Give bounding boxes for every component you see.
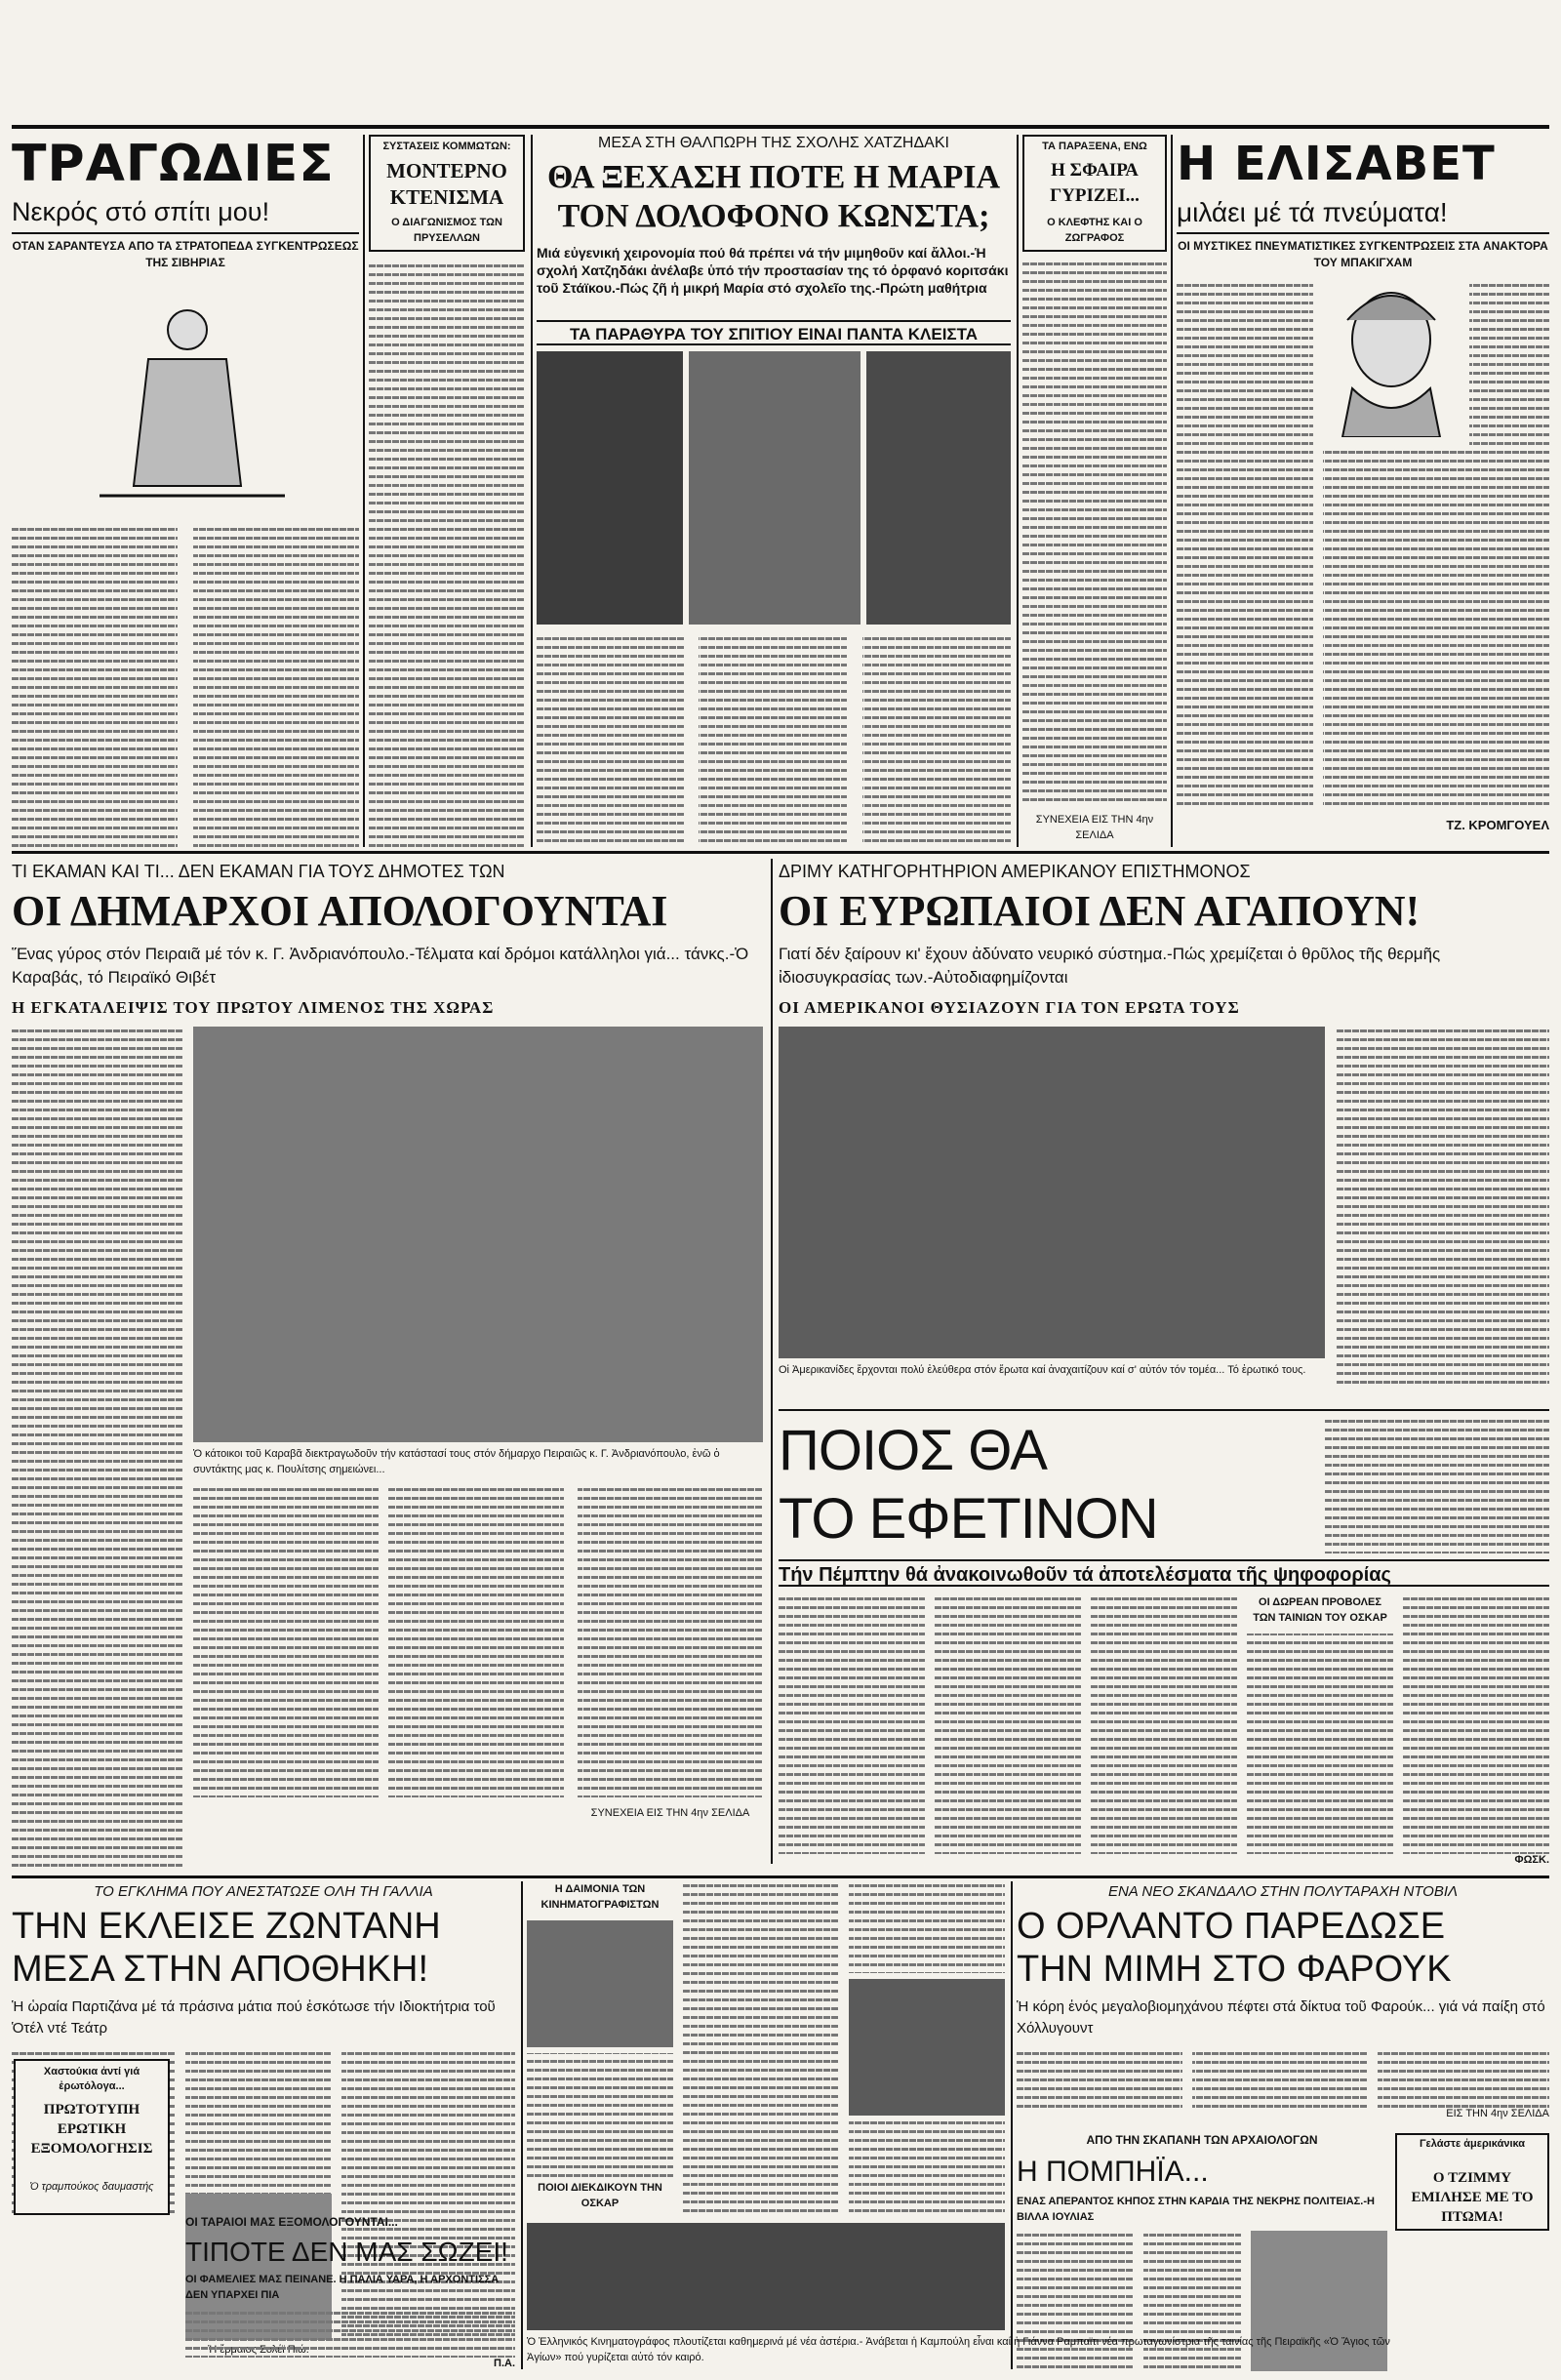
ad-box — [14, 2059, 170, 2215]
rule-middle-band-bottom — [12, 1876, 1549, 1878]
hairstyle-kicker: ΣΥΣΤΑΣΕΙΣ ΚΟΜΜΩΤΩΝ: — [382, 141, 511, 152]
europeans-photo — [779, 1027, 1325, 1358]
farouk-kicker: ΕΝΑ ΝΕΟ ΣΚΑΝΔΑΛΟ ΣΤΗΝ ΠΟΛΥΤΑΡΑΧΗ ΝΤΟΒΙΛ — [1107, 1883, 1459, 1900]
maria-photo-center — [689, 351, 861, 625]
tragedies-illustration — [80, 291, 304, 515]
sfaira-continued: ΣΥΝΕΧΕΙΑ ΕΙΣ ΤΗΝ 4ην ΣΕΛΙΔΑ — [1035, 814, 1154, 841]
france-headline-2: ΜΕΣΑ ΣΤΗΝ ΑΠΟΘΗΚΗ! — [12, 1949, 429, 1990]
farouk-text-columns — [1017, 2049, 1549, 2108]
europeans-caption: Οἱ Ἀμερικανίδες ἔρχονται πολύ ἐλεύθερα στόν ἔρωτα καί ἀναχαιτίζουν καί σ' αὐτόν τόν τομέα... Τό ἐρωτικό τους. — [779, 1364, 1306, 1376]
mayors-photo — [193, 1027, 763, 1442]
elisabet-rule — [1177, 232, 1549, 234]
mayors-deck: Ἕνας γύρος στόν Πειραιᾶ μέ τόν κ. Γ. Ἀνδριανόπουλο.-Τέλματα καί δρόμοι κατάλληλοι γιά... τάνκς.-Ὁ Καραβάς, τό Πειραϊκό Θιβέτ — [12, 945, 749, 987]
europeans-deck: Γιατί δέν ξαίρουν κι' ἔχουν ἀδύνατο νευρικό σύστημα.-Πώς χρεμίζεται ὁ θρῦλος τῆς θερμῆς ἰδιοσυγκρασίας των.-Αὐτοδιαφημίζονται — [779, 945, 1441, 987]
oscar-sub-1: ΟΙ ΔΩΡΕΑΝ ΠΡΟΒΟΛΕΣ ΤΩΝ ΤΑΙΝΙΩΝ ΤΟΥ ΟΣΚΑΡ — [1247, 1594, 1393, 1630]
europeans-sub: ΟΙ ΑΜΕΡΙΚΑΝΟΙ ΘΥΣΙΑΖΟΥΝ ΓΙΑ ΤΟΝ ΕΡΩΤΑ ΤΟΥΣ — [779, 998, 1240, 1017]
elisabet-kicker: ΟΙ ΜΥΣΤΙΚΕΣ ΠΝΕΥΜΑΤΙΣΤΙΚΕΣ ΣΥΓΚΕΝΤΡΩΣΕΙΣ ΣΤΑ ΑΝΑΚΤΟΡΑ ΤΟΥ ΜΠΑΚΙΓΧΑΜ — [1178, 239, 1548, 269]
elisabet-byline: ΤΖ. ΚΡΟΜΓΟΥΕΛ — [1446, 818, 1549, 832]
europeans-article — [779, 859, 1549, 1405]
mayors-text-left — [12, 1027, 183, 1872]
maria-banner: ΤΑ ΠΑΡΑΘΥΡΑ ΤΟΥ ΣΠΙΤΙΟΥ ΕΙΝΑΙ ΠΑΝΤΑ ΚΛΕΙΣΤΑ — [537, 320, 1011, 345]
sfaira-title: Η ΣΦΑΙΡΑ ΓΥΡΙΖΕΙ... — [1050, 160, 1140, 206]
ad-kicker: Χαστούκια ἀντί γιά ἐρωτόλογα... — [43, 2066, 140, 2092]
mayors-continued: ΣΥΝΕΧΕΙΑ ΕΙΣ ΤΗΝ 4ην ΣΕΛΙΔΑ — [590, 1807, 750, 1819]
oscar-text-right-top — [1325, 1417, 1549, 1553]
sfaira-kicker: ΤΑ ΠΑΡΑΞΕΝΑ, ΕΝΩ — [1042, 141, 1147, 152]
maria-kicker: ΜΕΣΑ ΣΤΗ ΘΑΛΠΩΡΗ ΤΗΣ ΣΧΟΛΗΣ ΧΑΤΖΗΔΑΚΙ — [598, 135, 949, 151]
col-divider-1 — [363, 135, 365, 847]
pompeii-headline: Η ΠΟΜΠΗΪΑ... — [1017, 2156, 1209, 2188]
tzimmy-kicker: Γελάστε ἀμερικάνικα — [1419, 2138, 1526, 2150]
cinema-sub-2: ΠΟΙΟΙ ΔΙΕΚΔΙΚΟΥΝ ΤΗΝ ΟΣΚΑΡ — [527, 2180, 673, 2213]
france-deck: Ἡ ὡραία Παρτιζάνα μέ τά πράσινα μάτια πού ἐσκότωσε τήν Ιδιοκτήτρια τοῦ Ὁτέλ ντέ Τεάτρ — [12, 1998, 496, 2037]
mayors-headline: ΟΙ ΔΗΜΑΡΧΟΙ ΑΠΟΛΟΓΟΥΝΤΑΙ — [12, 887, 668, 935]
hairstyle-title: ΜΟΝΤΕΡΝΟ ΚΤΕΝΙΣΜΑ — [386, 159, 507, 209]
cinema-article — [527, 1881, 1005, 2369]
maria-deck: Μιά εὐγενική χειρονομία πού θά πρέπει νά τήν μιμηθοῦν καί ἄλλοι.-Ἡ σχολή Χατζηδάκι ἀνέλαβε ὑπό τήν προστασίαν της τό ὀρφανό κοριτσάκι τοῦ Στάϊκου.-Πώς ζῆ ἡ μικρή Μαρία στό σχολεῖο της.-Πρώτη μαθήτρια — [537, 245, 1009, 296]
cinema-text-columns — [527, 1881, 1005, 2213]
pompeii-deck: ΕΝΑΣ ΑΠΕΡΑΝΤΟΣ ΚΗΠΟΣ ΣΤΗΝ ΚΑΡΔΙΑ ΤΗΣ ΝΕΚΡΗΣ ΠΟΛΙΤΕΙΑΣ.-Η ΒΙΛΛΑ ΙΟΥΛΙΑΣ — [1017, 2196, 1375, 2223]
mayors-text-right — [193, 1485, 763, 1797]
col-divider-2 — [531, 135, 533, 847]
elisabet-subtitle: μιλάει μέ τά πνεύματα! — [1177, 197, 1448, 227]
col-divider-4 — [1171, 135, 1173, 847]
sfaira-header — [1022, 135, 1167, 252]
sfaira-article — [1022, 135, 1167, 847]
mayors-sub: Η ΕΓΚΑΤΑΛΕΙΨΙΣ ΤΟΥ ΠΡΩΤΟΥ ΛΙΜΕΝΟΣ ΤΗΣ ΧΩΡΑΣ — [12, 998, 495, 1017]
col-divider-bottom-2 — [1011, 1881, 1013, 2369]
tiptote-text — [185, 2309, 515, 2358]
oscar-headline-1: ΠΟΙΟΣ ΘΑ — [779, 1419, 1044, 1482]
col-divider-3 — [1017, 135, 1019, 847]
elisabet-title: Η ΕΛΙΣΑΒΕΤ — [1177, 137, 1496, 191]
oscar-article — [779, 1417, 1549, 1872]
oscar-text-columns — [779, 1594, 1549, 1854]
tzimmy-box — [1395, 2133, 1549, 2231]
tragedies-subtitle: Νεκρός στό σπίτι μου! — [12, 197, 270, 226]
europeans-text-right — [1337, 1027, 1549, 1388]
col-divider-bottom-1 — [521, 1881, 523, 2369]
sfaira-text-column — [1022, 260, 1167, 806]
hairstyle-box — [369, 135, 525, 252]
elisabet-text-columns — [1177, 281, 1549, 808]
kiss-photo — [527, 2223, 1005, 2330]
tragedies-text-columns — [12, 525, 359, 847]
rule-oscar-top — [779, 1409, 1549, 1411]
cinema-sub-1: Η ΔΑΙΜΟΝΙΑ ΤΩΝ ΚΙΝΗΜΑΤΟΓΡΑΦΙΣΤΩΝ — [540, 1883, 660, 1911]
pompeii-kicker: ΑΠΟ ΤΗΝ ΣΚΑΠΑΝΗ ΤΩΝ ΑΡΧΑΙΟΛΟΓΩΝ — [1086, 2133, 1318, 2147]
tragedies-title: ΤΡΑΓΩΔΙΕΣ — [12, 135, 335, 193]
farouk-article — [1017, 1881, 1549, 2125]
oscar-byline: ΦΩΣΚ. — [1514, 1854, 1549, 1866]
tzimmy-title: Ο ΤΖΙΜΜΥ ΕΜΙΛΗΣΕ ΜΕ ΤΟ ΠΤΩΜΑ! — [1411, 2170, 1534, 2225]
tiptote-headline: ΤΙΠΟΤΕ ΔΕΝ ΜΑΣ ΣΩΖΕΙ! — [185, 2237, 508, 2267]
farouk-headline-2: ΤΗΝ ΜΙΜΗ ΣΤΟ ΦΑΡΟΥΚ — [1017, 1949, 1452, 1990]
mayors-article — [12, 859, 763, 1872]
mayors-caption: Ὁ κάτοικοι τοῦ Καραβᾶ διεκτραγωδοῦν τήν κατάστασί τους στόν δήμαρχο Πειραιῶς κ. Γ. Ἀνδριανόπουλο, ἐνῶ ὁ συντάκτης μας κ. Πουλίτσης σημειώνει... — [193, 1448, 720, 1475]
oscar-headline-2: ΤΟ ΕΦΕΤΙΝΟΝ — [779, 1487, 1158, 1551]
farouk-deck: Ἡ κόρη ἑνός μεγαλοβιομηχάνου πέφτει στά δίκτυα τοῦ Φαρούκ... γιά νά παίξη στό Χόλλυγουντ — [1017, 1998, 1545, 2037]
maria-photo-right — [866, 351, 1011, 625]
europeans-headline: ΟΙ ΕΥΡΩΠΑΙΟΙ ΔΕΝ ΑΓΑΠΟΥΝ! — [779, 887, 1421, 935]
france-headline-1: ΤΗΝ ΕΚΛΕΙΣΕ ΖΩΝΤΑΝΗ — [12, 1906, 441, 1947]
bottom-caption: Ὁ Ἑλληνικός Κινηματογράφος πλουτίζεται καθημερινά μέ νέα ἀστέρια.- Ἀνάβεται ἡ Καμπούλη εἶναι καί ἡ Γιάννα Ραμπαϊτι νέα πρωταγωνίστρια τῆς ταινίας τῆς Πειραϊκῆς «Ὁ Ἄγιος τῶν Ἁγίων» πού γυρίζεται αὐτό τόν καιρό. — [527, 2336, 1390, 2363]
tiptote-byline: Π.Α. — [494, 2358, 515, 2369]
maria-text-columns — [537, 634, 1011, 847]
ad-title: ΠΡΩΤΟΤΥΠΗ ΕΡΩΤΙΚΗ ΕΞΟΜΟΛΟΓΗΣΙΣ — [30, 2102, 153, 2157]
tiptote-article — [185, 2215, 515, 2371]
maria-photo-left — [537, 351, 683, 625]
mayors-kicker: ΤΙ ΕΚΑΜΑΝ ΚΑΙ ΤΙ... ΔΕΝ ΕΚΑΜΑΝ ΓΙΑ ΤΟΥΣ ΔΗΜΟΤΕΣ ΤΩΝ — [12, 862, 505, 881]
farouk-continued: ΕΙΣ ΤΗΝ 4ην ΣΕΛΙΔΑ — [1446, 2108, 1549, 2119]
maria-article — [537, 135, 1011, 847]
sfaira-subtitle: Ο ΚΛΕΦΤΗΣ ΚΑΙ Ο ΖΩΓΡΑΦΟΣ — [1047, 217, 1142, 244]
maria-headline: ΘΑ ΞΕΧΑΣΗ ΠΟΤΕ Η ΜΑΡΙΑ ΤΟΝ ΔΟΛΟΦΟΝΟ ΚΩΝΣΤΑ; — [546, 159, 1000, 234]
tragedies-kicker: ΟΤΑΝ ΣΑΡΑΝΤΕΥΣΑ ΑΠΟ ΤΑ ΣΤΡΑΤΟΠΕΔΑ ΣΥΓΚΕΝΤΡΩΣΕΩΣ ΤΗΣ ΣΙΒΗΡΙΑΣ — [12, 239, 359, 269]
top-band-rule — [12, 125, 1549, 129]
tiptote-kicker: ΟΙ ΤΑΡΑΙΟΙ ΜΑΣ ΕΞΟΜΟΛΟΓΟΥΝΤΑΙ... — [185, 2215, 398, 2229]
tragedies-rule — [12, 232, 359, 234]
europeans-kicker: ΔΡΙΜΥ ΚΑΤΗΓΟΡΗΤΗΡΙΟΝ ΑΜΕΡΙΚΑΝΟΥ ΕΠΙΣΤΗΜΟΝΟΣ — [779, 862, 1251, 881]
farouk-headline-1: Ο ΟΡΛΑΝΤΟ ΠΑΡΕΔΩΣΕ — [1017, 1906, 1446, 1947]
tragedies-article — [12, 135, 359, 847]
rule-top-band-bottom — [12, 851, 1549, 854]
france-kicker: ΤΟ ΕΓΚΛΗΜΑ ΠΟΥ ΑΝΕΣΤΑΤΩΣΕ ΟΛΗ ΤΗ ΓΑΛΛΙΑ — [94, 1883, 433, 1900]
hairstyle-subtitle: Ο ΔΙΑΓΩΝΙΣΜΟΣ ΤΩΝ ΠΡΥΣΕΛΛΩΝ — [391, 217, 502, 244]
tiptote-deck: ΟΙ ΦΑΜΕΛΙΕΣ ΜΑΣ ΠΕΙΝΑΝΕ. Η ΠΑΛΙΑ ΥΑΡΑ, Η ΑΡΧΟΝΤΙΣΣΑ ΔΕΝ ΥΠΑΡΧΕΙ ΠΙΑ — [185, 2274, 500, 2301]
oscar-deck: Τήν Πέμπτην θά ἀνακοινωθοῦν τά ἀποτελέσματα τῆς ψηφοφορίας — [779, 1559, 1549, 1587]
col-divider-middle — [771, 859, 773, 1864]
hairstyle-text-column — [369, 262, 525, 847]
ad-subtitle: Ὁ τραμπούκος δαυμαστής — [29, 2181, 154, 2193]
elisabet-article — [1177, 135, 1549, 847]
